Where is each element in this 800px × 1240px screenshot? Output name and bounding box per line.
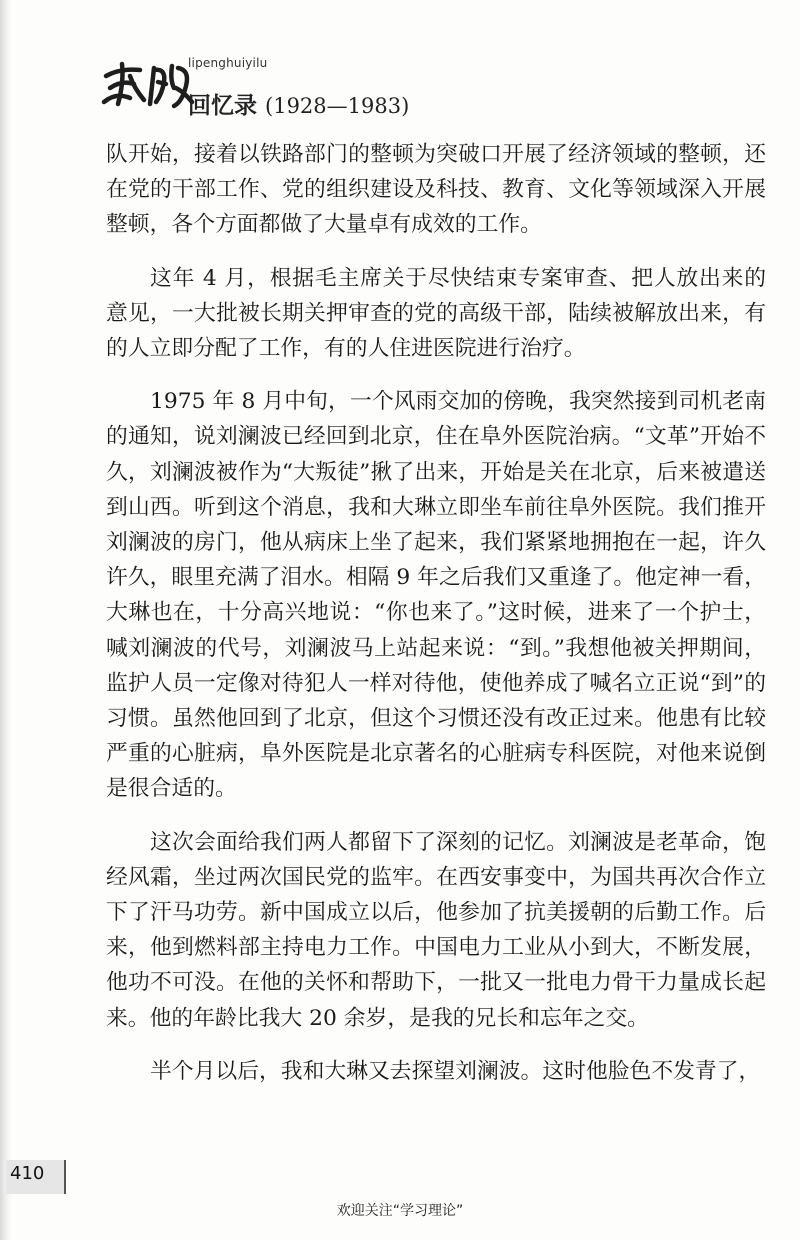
footer-note: 欢迎关注“学习理论” — [336, 1203, 464, 1219]
page-body — [106, 137, 766, 1089]
paragraph: 半个月以后，我和大琳又去探望刘澜波。这时他脸色不发青了， — [150, 1058, 761, 1084]
book-spine-shadow — [0, 0, 12, 1240]
page-number: 410 — [10, 1163, 45, 1184]
header-pinyin: lipenghuiyilu — [188, 56, 268, 70]
signature-logo — [100, 58, 196, 110]
paragraph: 队开始，接着以铁路部门的整顿为突破口开展了经济领域的整顿，还在党的干部工作、党的组织建设及科技、教育、文化等领域深入开展整顿，各个方面都做了大量卓有成效的工作。 — [106, 142, 766, 238]
header-title — [188, 87, 409, 120]
paragraph: 这年 4 月，根据毛主席关于尽快结束专案审查、把人放出来的意见，一大批被长期关押审查的党的高级干部，陆续被解放出来，有的人立即分配了工作，有的人住进医院进行治疗。 — [106, 265, 766, 362]
header-title-text: 回忆录 — [188, 92, 257, 119]
header-years: (1928—1983) — [265, 94, 410, 118]
paragraph: 这次会面给我们两人都留下了深刻的记忆。刘澜波是老革命，饱经风霜，坐过两次国民党的监牢。在西安事变中，为国共再次合作立下了汗马功劳。新中国成立以后，他参加了抗美援朝的后勤工作。后来，他到燃料部主持电力工作。中国电力工业从小到大，不断发展，他功不可没。在他的关怀和帮助下，一批又一批电力骨干力量成长起来。他的年龄比我大 20 余岁，是我的兄长和忘年之交。 — [106, 829, 766, 1031]
paragraph: 1975 年 8 月中旬，一个风雨交加的傍晚，我突然接到司机老南的通知，说刘澜波已经回到北京，住在阜外医院治病。“文革”开始不久，刘澜波被作为“大叛徒”揪了出来，开始是关在北京，后来被遣送到山西。听到这个消息，我和大琳立即坐车前往阜外医院。我们推开刘澜波的房门，他从病床上坐了起来，我们紧紧地拥抱在一起，许久许久，眼里充满了泪水。相隔 9 年之后我们又重逢了。他定神一看，大琳也在，十分高兴地说：“你也来了。”这时候，进来了一个护士，喊刘澜波的代号，刘澜波马上站起来说：“到。”我想他被关押期间，监护人员一定像对待犯人一样对待他，使他养成了喊名立正说“到”的习惯。虽然他回到了北京，但这个习惯还没有改正过来。他患有比较严重的心脏病，阜外医院是北京著名的心脏病专科医院，对他来说倒是很合适的。 — [106, 389, 766, 802]
